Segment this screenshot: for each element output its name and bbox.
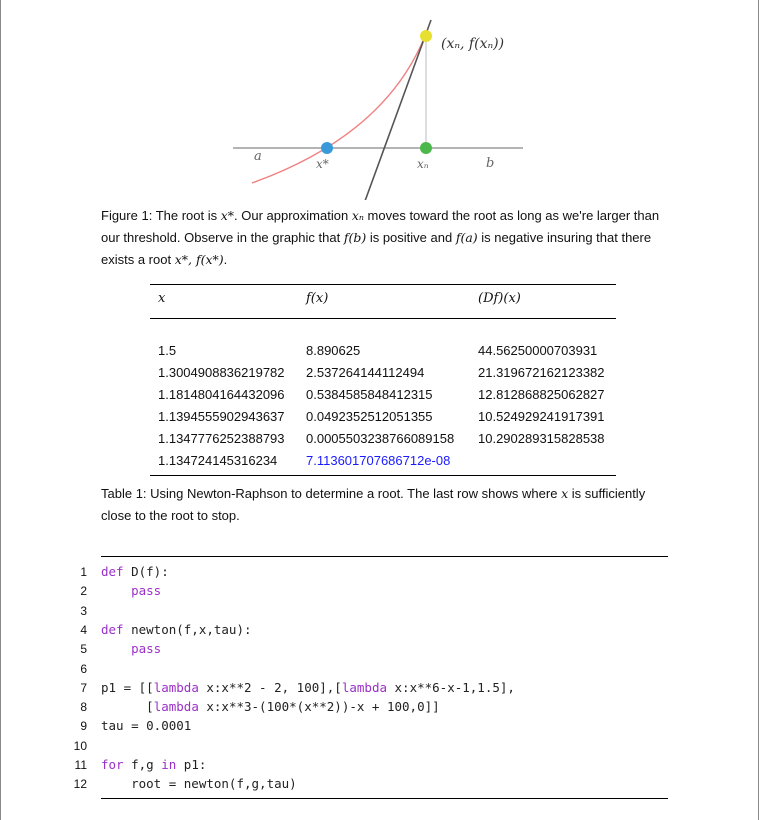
- caption-text: .: [223, 252, 228, 267]
- table-cell: 21.319672162123382: [478, 365, 605, 380]
- table-bottom-rule: [150, 475, 616, 476]
- table-caption: [101, 483, 676, 527]
- table-caption-after: is sufficiently close to the root to stop.: [101, 486, 646, 523]
- table-cell: 10.290289315828538: [478, 431, 605, 446]
- caption-text: is negative insuring that there exists a root: [101, 230, 652, 267]
- line-number: 12: [73, 777, 87, 792]
- label-b: b: [486, 156, 495, 171]
- table-caption-math: x: [561, 486, 569, 501]
- line-number: 6: [80, 661, 87, 676]
- code-token: root = newton(f,g,tau): [101, 776, 297, 792]
- table-cell: 1.5: [158, 343, 177, 358]
- code-bottom-rule: [101, 798, 668, 799]
- code-token: [: [101, 699, 154, 715]
- code-text: [101, 562, 169, 582]
- tangent-line: [361, 20, 431, 200]
- table-cell: 10.524929241917391: [478, 409, 605, 424]
- table-cell: 44.56250000703931: [478, 343, 598, 358]
- table-caption-prefix: Table 1:: [101, 486, 147, 501]
- code-keyword: lambda: [153, 679, 199, 695]
- code-token: D(f):: [123, 564, 169, 579]
- line-number: 2: [80, 584, 87, 599]
- code-top-rule: [101, 556, 668, 557]
- table-cell: 0.5384585848412315: [306, 387, 433, 402]
- code-token: [101, 583, 131, 598]
- code-keyword: def: [101, 564, 124, 579]
- caption-math: x*: [220, 208, 235, 223]
- table-cell: 2.537264144112494: [306, 365, 425, 380]
- fxn-point: [420, 30, 432, 42]
- caption-math: f(b): [343, 230, 367, 245]
- label-a: a: [254, 149, 262, 164]
- table-cell: 1.1394555902943637: [158, 409, 285, 424]
- newton-figure: [0, 0, 759, 200]
- table-cell: 1.3004908836219782: [158, 365, 285, 380]
- figure-caption: [101, 205, 676, 271]
- line-number: 9: [80, 719, 87, 734]
- table-cell: 12.812868825062827: [478, 387, 605, 402]
- code-keyword: in: [161, 757, 177, 772]
- table-top-rule: [150, 284, 616, 285]
- label-root: x*: [316, 157, 329, 171]
- code-text: [101, 697, 440, 717]
- code-token: tau = 0.0001: [101, 718, 192, 734]
- root-point: [321, 142, 333, 154]
- point-label: (xₙ, f(xₙ)): [441, 36, 505, 52]
- code-keyword: pass: [131, 583, 162, 599]
- code-token: x:x**6-x-1,1.5],: [387, 679, 515, 695]
- figure-caption-body: [101, 208, 659, 267]
- line-number: 5: [80, 642, 87, 657]
- code-text: [101, 716, 191, 736]
- table-caption-before: Using Newton-Raphson to determine a root. The last row shows where: [146, 486, 562, 501]
- code-text: [101, 620, 252, 640]
- table-header-rule: [150, 318, 616, 319]
- caption-text: is positive and: [366, 230, 456, 245]
- line-number: 3: [80, 603, 87, 618]
- line-number: 10: [73, 738, 87, 753]
- line-number: 4: [80, 622, 87, 637]
- caption-math: x*, f(x*): [174, 252, 224, 267]
- label-xn: xₙ: [417, 157, 429, 171]
- code-text: [101, 774, 297, 794]
- header-x: x: [158, 291, 166, 306]
- code-text: [101, 678, 515, 698]
- code-keyword: pass: [131, 641, 162, 657]
- code-keyword: lambda: [153, 699, 199, 715]
- code-text: [101, 581, 161, 601]
- table-cell: 7.113601707686712e-08: [306, 453, 451, 468]
- line-number: 11: [74, 758, 87, 772]
- line-number: 8: [80, 700, 87, 715]
- header-dfx: (Df)(x): [478, 291, 521, 306]
- table-cell: 1.1347776252388793: [158, 431, 285, 446]
- code-token: x:x**3-(100*(x**2))-x + 100,0]]: [198, 699, 440, 715]
- caption-math: xₙ: [351, 208, 364, 223]
- code-text: [101, 639, 161, 659]
- code-token: f,g: [123, 757, 162, 772]
- table-cell: 1.134724145316234: [158, 453, 278, 468]
- line-number: 1: [80, 565, 87, 579]
- figure-caption-prefix: Figure 1:: [101, 208, 153, 223]
- code-token: p1 = [[: [101, 679, 154, 695]
- header-fx: f(x): [306, 291, 329, 306]
- xn-point: [420, 142, 432, 154]
- code-token: x:x**2 - 2, 100],[: [198, 679, 342, 695]
- code-keyword: for: [101, 757, 124, 772]
- code-keyword: lambda: [341, 679, 387, 695]
- line-number: 7: [80, 680, 87, 695]
- caption-text: moves toward the root as long as we're larger than our threshold. Observe in the graphic that: [101, 208, 660, 245]
- table-cell: 1.1814804164432096: [158, 387, 285, 402]
- caption-text: . Our approximation: [234, 208, 352, 223]
- table-cell: 0.0005503238766089158: [306, 431, 455, 446]
- table-cell: 0.0492352512051355: [306, 409, 433, 424]
- code-token: newton(f,x,tau):: [123, 621, 252, 637]
- code-token: p1:: [176, 757, 207, 772]
- code-token: [101, 641, 131, 656]
- code-text: [101, 755, 206, 775]
- caption-text: The root is: [152, 208, 221, 223]
- caption-math: f(a): [455, 230, 478, 245]
- table-cell: 8.890625: [306, 343, 361, 358]
- code-keyword: def: [101, 621, 124, 637]
